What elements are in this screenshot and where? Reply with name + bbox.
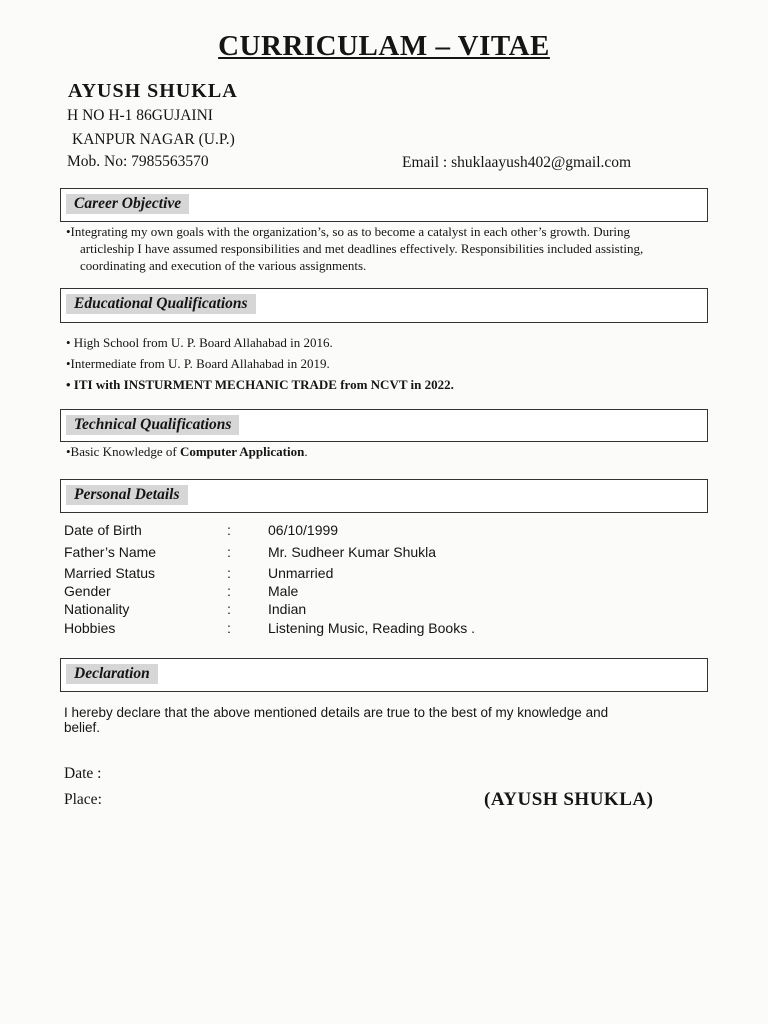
personal-value: Male <box>268 583 299 599</box>
education-heading: Educational Qualifications <box>66 294 256 314</box>
address-line-1: H NO H-1 86GUJAINI <box>67 107 213 124</box>
education-item: •Intermediate from U. P. Board Allahabad in 2019. <box>66 356 330 371</box>
declaration-text <box>64 705 608 735</box>
personal-label: Hobbies <box>64 620 116 636</box>
personal-value: Mr. Sudheer Kumar Shukla <box>268 544 437 560</box>
personal-label: Gender <box>64 583 111 599</box>
personal-value: 06/10/1999 <box>268 522 339 538</box>
education-item: • ITI with INSTURMENT MECHANIC TRADE from NCVT in 2022. <box>66 377 454 392</box>
personal-label: Father’s Name <box>64 544 157 560</box>
personal-label: Nationality <box>64 601 130 617</box>
signature-name: (AYUSH SHUKLA) <box>484 789 654 810</box>
mobile-number: Mob. No: 7985563570 <box>67 153 209 170</box>
personal-sep: : <box>227 601 231 617</box>
personal-sep: : <box>227 583 231 599</box>
personal-sep: : <box>227 522 231 538</box>
declaration-box <box>60 658 708 692</box>
education-list <box>66 332 726 395</box>
personal-details-heading: Personal Details <box>66 485 188 505</box>
career-objective-box <box>60 188 708 222</box>
applicant-name: AYUSH SHUKLA <box>68 80 238 102</box>
technical-text <box>66 443 308 460</box>
career-objective-line: •Integrating my own goals with the organization’s, so as to become a catalyst in each other’s growth. During <box>66 224 631 239</box>
document-title: CURRICULAM – VITAE <box>218 30 550 62</box>
personal-sep: : <box>227 620 231 636</box>
personal-sep: : <box>227 544 231 560</box>
address-line-2: KANPUR NAGAR (U.P.) <box>72 131 235 148</box>
declaration-heading: Declaration <box>66 664 158 684</box>
personal-details-box <box>60 479 708 513</box>
personal-sep: : <box>227 565 231 581</box>
education-box <box>60 288 708 323</box>
personal-value: Unmarried <box>268 565 334 581</box>
declaration-line: belief. <box>64 720 101 735</box>
declaration-line: I hereby declare that the above mentioned details are true to the best of my knowledge and <box>64 705 609 720</box>
email-address: Email : shuklaayush402@gmail.com <box>402 154 632 171</box>
education-item: • High School from U. P. Board Allahabad in 2016. <box>66 335 333 350</box>
personal-value: Indian <box>268 601 307 617</box>
career-objective-text <box>66 223 726 274</box>
personal-label: Married Status <box>64 565 156 581</box>
date-label: Date : <box>64 765 102 782</box>
technical-skill: Computer Application <box>179 444 305 459</box>
place-label: Place: <box>64 791 102 808</box>
technical-heading: Technical Qualifications <box>66 415 239 435</box>
career-objective-heading: Career Objective <box>66 194 189 214</box>
personal-label: Date of Birth <box>64 522 142 538</box>
technical-box <box>60 409 708 442</box>
personal-value: Listening Music, Reading Books . <box>268 620 475 636</box>
technical-prefix: •Basic Knowledge of <box>66 444 180 459</box>
technical-suffix: . <box>304 444 308 459</box>
career-objective-line: coordinating and execution of the various assignments. <box>80 258 367 273</box>
career-objective-line: articleship I have assumed responsibilities and met deadlines effectively. Responsibilities included assisting, <box>80 241 644 256</box>
